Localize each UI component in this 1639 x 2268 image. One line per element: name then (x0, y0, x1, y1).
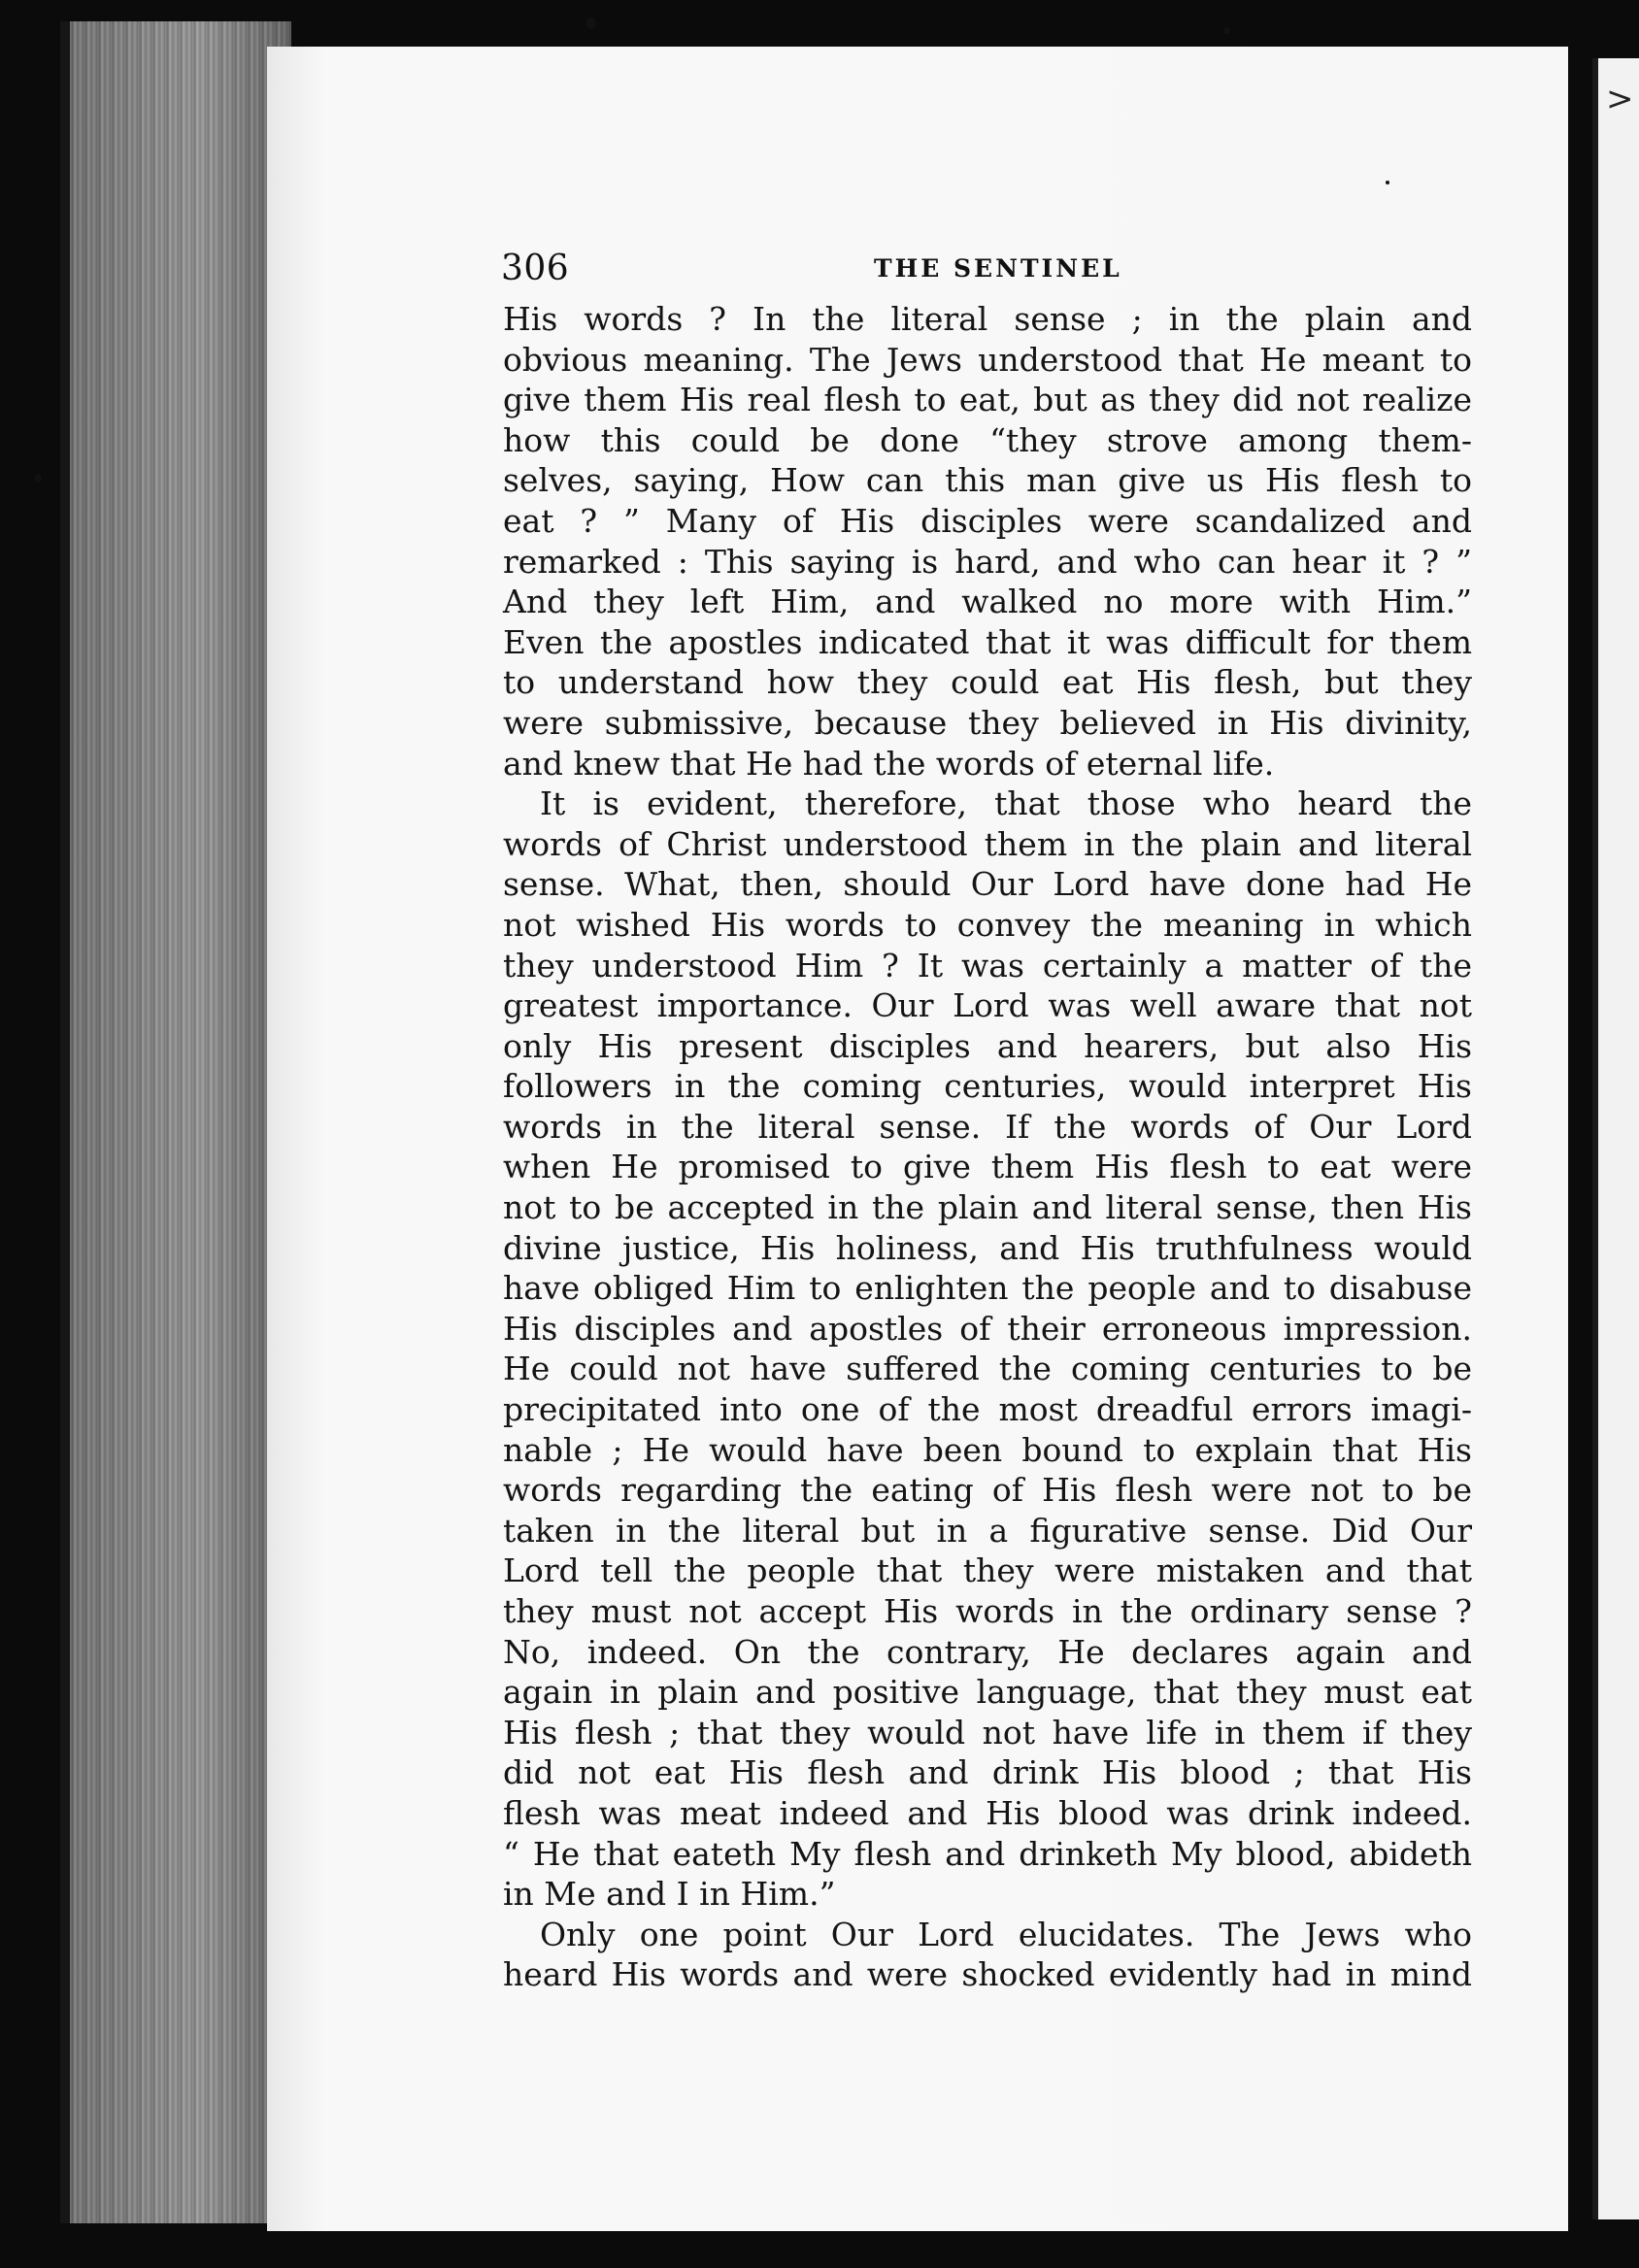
text-line: Only one point Our Lord elucidates. The Jews who (540, 1915, 1472, 1953)
text-line: have obliged Him to enlighten the people and to disabuse (503, 1269, 1472, 1308)
text-line: “ He that eateth My flesh and drinketh My blood, abideth (503, 1834, 1472, 1873)
text-line: It is evident, therefore, that those who heard the (540, 784, 1472, 823)
page-edge-stack (60, 21, 291, 2223)
text-line: greatest importance. Our Lord was well aware that not (503, 986, 1472, 1025)
text-line: when He promised to give them His flesh to eat were (503, 1148, 1472, 1186)
text-line: divine justice, His holiness, and His truthfulness would (503, 1228, 1472, 1267)
text-line: And they left Him, and walked no more with Him.” (503, 583, 1472, 621)
paragraph (503, 784, 1472, 1915)
dust-speck (586, 17, 596, 29)
running-head: THE SENTINEL (874, 254, 1122, 283)
text-line: He could not have suffered the coming centuries to be (503, 1350, 1472, 1388)
text-line: to understand how they could eat His flesh, but they (503, 663, 1472, 702)
text-line: were submissive, because they believed in His divinity, (503, 703, 1472, 742)
text-line: in Me and I in Him.” (503, 1875, 836, 1914)
text-line: Lord tell the people that they were mistaken and that (503, 1551, 1472, 1590)
text-line: precipitated into one of the most dreadful errors imagi- (503, 1390, 1472, 1429)
text-line: followers in the coming centuries, would interpret His (503, 1067, 1472, 1106)
text-line: His words ? In the literal sense ; in the plain and (503, 300, 1472, 338)
page-number: 306 (501, 249, 570, 288)
dust-speck (35, 474, 42, 483)
text-line: how this could be done “they strove among them- (503, 420, 1472, 459)
text-line: not to be accepted in the plain and literal sense, then His (503, 1188, 1472, 1227)
text-line: selves, saying, How can this man give us His flesh to (503, 461, 1472, 500)
page-header (501, 249, 1466, 291)
next-page-edge (1592, 58, 1639, 2219)
text-line: only His present disciples and hearers, but also His (503, 1026, 1472, 1065)
paragraph (503, 1915, 1472, 1995)
text-line: Even the apostles indicated that it was difficult for them (503, 622, 1472, 661)
text-line: His disciples and apostles of their erroneous impression. (503, 1309, 1472, 1348)
text-line: give them His real flesh to eat, but as they did not realize (503, 381, 1472, 419)
dust-speck (1386, 181, 1389, 184)
text-line: words in the literal sense. If the words of Our Lord (503, 1107, 1472, 1146)
text-line: eat ? ” Many of His disciples were scandalized and (503, 501, 1472, 540)
text-line: and knew that He had the words of eternal life. (503, 744, 1275, 783)
text-line: again in plain and positive language, that they must eat (503, 1673, 1472, 1712)
next-page-glyph: > (1606, 80, 1634, 118)
text-line: not wished His words to convey the meaning in which (503, 905, 1472, 944)
text-line: they understood Him ? It was certainly a matter of the (503, 946, 1472, 984)
text-line: sense. What, then, should Our Lord have done had He (503, 865, 1472, 904)
text-line: No, indeed. On the contrary, He declares again and (503, 1632, 1472, 1671)
text-line: did not eat His flesh and drink His blood ; that His (503, 1753, 1472, 1792)
text-line: remarked : This saying is hard, and who can hear it ? ” (503, 542, 1472, 581)
text-line: His flesh ; that they would not have life in them if they (503, 1713, 1472, 1751)
text-line: they must not accept His words in the ordinary sense ? (503, 1592, 1472, 1630)
body-text (503, 299, 1472, 1995)
paragraph (503, 299, 1472, 784)
text-line: obvious meaning. The Jews understood that He meant to (503, 340, 1472, 379)
text-line: taken in the literal but in a figurative sense. Did Our (503, 1511, 1472, 1550)
dust-speck (1223, 27, 1230, 34)
text-line: words of Christ understood them in the plain and literal (503, 824, 1472, 863)
text-line: heard His words and were shocked evidently had in mind (503, 1955, 1472, 1994)
text-line: words regarding the eating of His flesh were not to be (503, 1471, 1472, 1510)
text-line: flesh was meat indeed and His blood was drink indeed. (503, 1793, 1472, 1832)
text-line: nable ; He would have been bound to explain that His (503, 1430, 1472, 1469)
